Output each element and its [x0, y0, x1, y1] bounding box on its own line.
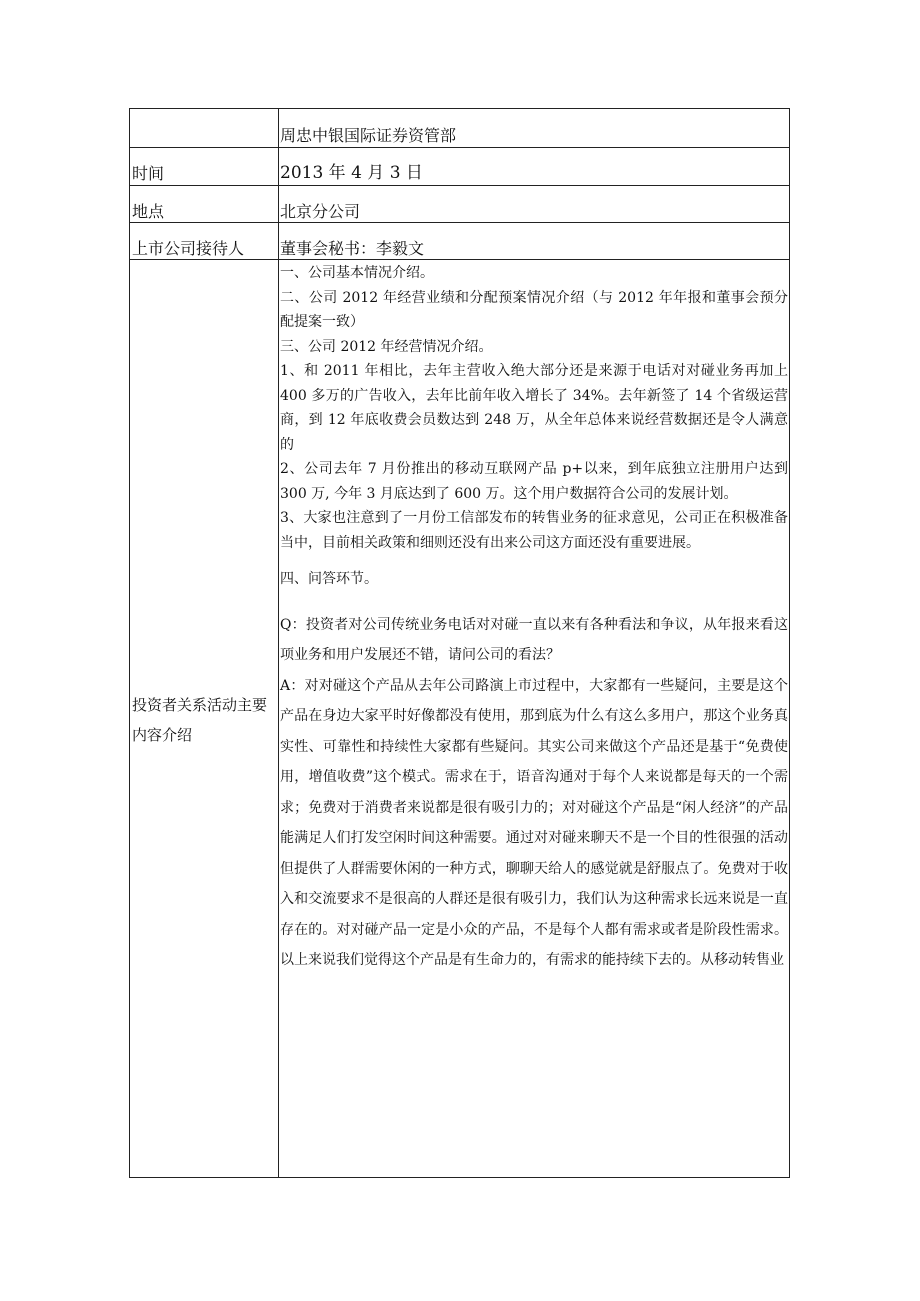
time-value: 2013 年 4 月 3 日 [280, 163, 423, 183]
host-value: 董事会秘书：李毅文 [280, 239, 425, 258]
row-time [130, 148, 789, 186]
paragraph: 二、公司 2012 年经营业绩和分配预案情况介绍（与 2012 年年报和董事会预分配提案一致） [280, 289, 788, 330]
paragraph: 1、和 2011 年相比，去年主营收入绝大部分还是来源于电话对对碰业务再加上 400 多万的广告收入，去年比前年收入增长了 34%。去年新签了 14 个省级运营商，到 12 年底收费会员数达到 248 万，从全年总体来说经营数据还是令人满意的 [280, 363, 788, 453]
content-label: 投资者关系活动主要内容介绍 [132, 696, 268, 744]
content-body [280, 261, 788, 976]
attendee-value: 周忠中银国际证券资管部 [280, 126, 457, 145]
place-label: 地点 [132, 202, 165, 221]
investor-relations-table [129, 108, 790, 1178]
paragraph: 3、大家也注意到了一月份工信部发布的转售业务的征求意见，公司正在积极准备当中，目前相关政策和细则还没有出来公司这方面还没有重要进展。 [280, 510, 788, 551]
row-place [130, 186, 789, 223]
question-paragraph: Q：投资者对公司传统业务电话对对碰一直以来有各种看法和争议，从年报来看这项业务和用户发展还不错，请问公司的看法？ [280, 616, 788, 663]
host-label: 上市公司接待人 [132, 239, 245, 258]
column-divider [278, 109, 279, 1177]
paragraph: 三、公司 2012 年经营情况介绍。 [280, 338, 493, 355]
answer-paragraph: A：对对碰这个产品从去年公司路演上市过程中，大家都有一些疑问，主要是这个产品在身边大家平时好像都没有使用，那到底为什么有这么多用户，那这个业务真实性、可靠性和持续性大家都有些疑问。其实公司来做这个产品还是基于“免费使用，增值收费”这个模式。需求在于，语音沟通对于每个人来说都是每天的一个需求；免费对于消费者来说都是很有吸引力的；对对碰这个产品是“闲人经济”的产品能满足人们打发空闲时间这种需要。通过对对碰来聊天不是一个目的性很强的活动但提供了人群需要休闲的一种方式，聊聊天给人的感觉就是舒服点了。免费对于收入和交流要求不是很高的人群还是很有吸引力，我们认为这种需求长远来说是一直存在的。对对碰产品一定是小众的产品，不是每个人都有需求或者是阶段性需求。以上来说我们觉得这个产品是有生命力的，有需求的能持续下去的。从移动转售业 [280, 677, 788, 968]
paragraph: 2、公司去年 7 月份推出的移动互联网产品 p+以来，到年底独立注册用户达到 300 万, 今年 3 月底达到了 600 万。这个用户数据符合公司的发展计划。 [280, 461, 788, 502]
row-attendee [130, 109, 789, 148]
place-value: 北京分公司 [280, 202, 361, 221]
paragraph: 四、问答环节。 [280, 571, 378, 587]
time-label: 时间 [132, 164, 165, 183]
row-host [130, 223, 789, 260]
paragraph: 一、公司基本情况介绍。 [280, 265, 434, 281]
